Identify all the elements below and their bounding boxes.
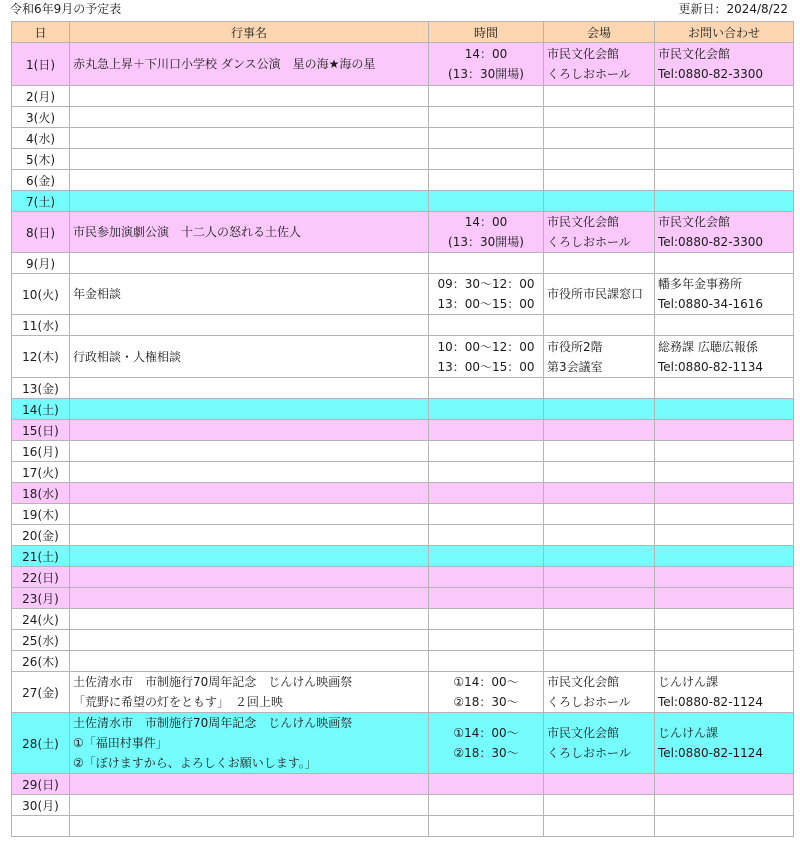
- venue-cell: [544, 462, 655, 483]
- event-cell: [70, 107, 429, 128]
- time-cell: [429, 441, 544, 462]
- contact-cell: [655, 630, 794, 651]
- time-cell: [429, 191, 544, 212]
- day-cell: 23(月): [12, 588, 70, 609]
- day-cell: 29(日): [12, 774, 70, 795]
- contact-cell: [655, 399, 794, 420]
- venue-cell: [544, 504, 655, 525]
- time-cell: [429, 378, 544, 399]
- venue-cell: [544, 274, 655, 315]
- venue-cell: [544, 107, 655, 128]
- contact-cell-line: Tel:0880-34-1616: [658, 297, 764, 311]
- event-cell: [70, 274, 429, 315]
- contact-cell: [655, 149, 794, 170]
- table-row: [12, 774, 794, 795]
- contact-cell: [655, 774, 794, 795]
- time-cell-line: 09：30～12：00: [437, 277, 535, 291]
- time-cell: [429, 567, 544, 588]
- day-cell: 6(金): [12, 170, 70, 191]
- table-row: [12, 504, 794, 525]
- event-cell-line: 土佐清水市 市制施行70周年記念 じんけん映画祭: [73, 675, 353, 689]
- time-cell: [429, 816, 544, 837]
- venue-cell: [544, 378, 655, 399]
- table-row: [12, 713, 794, 774]
- contact-cell: [655, 462, 794, 483]
- col-header-date: 日: [12, 22, 70, 43]
- time-cell-line: ①14：00～: [453, 675, 519, 689]
- contact-cell: [655, 609, 794, 630]
- time-cell: [429, 149, 544, 170]
- event-cell: [70, 609, 429, 630]
- time-cell-line: 13：00～15：00: [437, 359, 535, 374]
- contact-cell: [655, 378, 794, 399]
- venue-cell-line: 市民文化会館: [547, 215, 620, 229]
- day-cell: 5(木): [12, 149, 70, 170]
- venue-cell: [544, 567, 655, 588]
- day-cell: 30(月): [12, 795, 70, 816]
- day-cell: [12, 816, 70, 837]
- contact-cell: [655, 86, 794, 107]
- contact-cell-line: Tel:0880-82-1124: [658, 695, 764, 709]
- venue-cell: [544, 588, 655, 609]
- day-cell: 8(日): [12, 212, 70, 253]
- day-cell: 22(日): [12, 567, 70, 588]
- event-cell: [70, 483, 429, 504]
- venue-cell: [544, 253, 655, 274]
- event-cell-line: 赤丸急上昇＋下川口小学校 ダンス公演 星の海★海の星: [73, 57, 376, 71]
- venue-cell-line: 市民文化会館: [547, 726, 620, 740]
- event-cell: [70, 336, 429, 378]
- table-row: [12, 107, 794, 128]
- table-row: [12, 588, 794, 609]
- event-cell: [70, 43, 429, 86]
- time-cell: [429, 86, 544, 107]
- day-cell: 14(土): [12, 399, 70, 420]
- col-header-time: 時間: [429, 22, 544, 43]
- day-cell: 3(火): [12, 107, 70, 128]
- venue-cell: [544, 816, 655, 837]
- event-cell: [70, 378, 429, 399]
- day-cell: 9(月): [12, 253, 70, 274]
- event-cell: [70, 774, 429, 795]
- contact-cell-line: Tel:0880-82-3300: [658, 235, 764, 249]
- table-row: [12, 43, 794, 86]
- venue-cell: [544, 336, 655, 378]
- event-cell: [70, 315, 429, 336]
- time-cell: [429, 253, 544, 274]
- time-cell: [429, 483, 544, 504]
- table-row: [12, 546, 794, 567]
- venue-cell: [544, 315, 655, 336]
- contact-cell: [655, 274, 794, 315]
- time-cell-line: (13：30開場): [448, 235, 524, 249]
- col-header-contact: お問い合わせ: [655, 22, 794, 43]
- venue-cell: [544, 774, 655, 795]
- contact-cell: [655, 315, 794, 336]
- table-row: [12, 315, 794, 336]
- venue-cell-line: 市民文化会館: [547, 675, 620, 689]
- event-cell-line: ②「ぼけますから、よろしくお願いします。」: [73, 756, 317, 770]
- event-cell: [70, 149, 429, 170]
- time-cell-line: 14：00: [464, 47, 508, 61]
- contact-cell-line: Tel:0880-82-1124: [658, 746, 764, 760]
- venue-cell: [544, 672, 655, 713]
- table-row: [12, 672, 794, 713]
- table-row: [12, 191, 794, 212]
- contact-cell: [655, 43, 794, 86]
- venue-cell: [544, 713, 655, 774]
- contact-cell-line: 市民文化会館: [658, 215, 731, 229]
- table-row: [12, 567, 794, 588]
- time-cell: [429, 672, 544, 713]
- table-row: [12, 170, 794, 191]
- col-header-venue: 会場: [544, 22, 655, 43]
- table-row: [12, 462, 794, 483]
- event-cell: [70, 525, 429, 546]
- venue-cell-line: くろしおホール: [547, 67, 631, 81]
- venue-cell: [544, 483, 655, 504]
- table-row: [12, 378, 794, 399]
- time-cell: [429, 43, 544, 86]
- contact-cell-line: じんけん課: [658, 675, 719, 689]
- contact-cell-line: 幡多年金事務所: [658, 277, 743, 291]
- event-cell: [70, 713, 429, 774]
- contact-cell-line: じんけん課: [658, 726, 719, 740]
- time-cell: [429, 274, 544, 315]
- event-cell-line: 「荒野に希望の灯をともす」 ２回上映: [73, 695, 284, 709]
- event-cell: [70, 546, 429, 567]
- day-cell: 13(金): [12, 378, 70, 399]
- event-cell: [70, 170, 429, 191]
- time-cell-line: 10：00～12：00: [437, 339, 535, 354]
- contact-cell: [655, 420, 794, 441]
- header-row: [12, 22, 794, 43]
- event-cell: [70, 441, 429, 462]
- contact-cell: [655, 672, 794, 713]
- table-row: [12, 253, 794, 274]
- venue-cell: [544, 795, 655, 816]
- venue-cell: [544, 441, 655, 462]
- event-cell: [70, 128, 429, 149]
- venue-cell: [544, 86, 655, 107]
- venue-cell: [544, 149, 655, 170]
- page-title: 令和6年9月の予定表: [10, 2, 122, 16]
- event-cell-line: 年金相談: [73, 287, 122, 301]
- time-cell: [429, 399, 544, 420]
- time-cell-line: ②18：30～: [453, 695, 519, 709]
- time-cell: [429, 170, 544, 191]
- contact-cell: [655, 588, 794, 609]
- event-cell-line: 市民参加演劇公演 十二人の怒れる土佐人: [73, 225, 302, 239]
- time-cell: [429, 128, 544, 149]
- contact-cell: [655, 253, 794, 274]
- update-date: 更新日：2024/8/22: [678, 2, 788, 16]
- venue-cell-line: 市民文化会館: [547, 47, 620, 61]
- contact-cell: [655, 795, 794, 816]
- time-cell: [429, 630, 544, 651]
- time-cell-line: 13：00～15：00: [437, 297, 535, 311]
- day-cell: 24(火): [12, 609, 70, 630]
- venue-cell: [544, 525, 655, 546]
- contact-cell: [655, 107, 794, 128]
- venue-cell: [544, 128, 655, 149]
- time-cell-line: (13：30開場): [448, 67, 524, 81]
- table-row: [12, 816, 794, 837]
- time-cell: [429, 651, 544, 672]
- event-cell: [70, 795, 429, 816]
- venue-cell: [544, 609, 655, 630]
- venue-cell: [544, 546, 655, 567]
- venue-cell: [544, 420, 655, 441]
- contact-cell: [655, 504, 794, 525]
- day-cell: 21(土): [12, 546, 70, 567]
- table-row: [12, 420, 794, 441]
- time-cell: [429, 420, 544, 441]
- day-cell: 25(水): [12, 630, 70, 651]
- day-cell: 27(金): [12, 672, 70, 713]
- venue-cell: [544, 630, 655, 651]
- day-cell: 28(土): [12, 713, 70, 774]
- time-cell: [429, 336, 544, 378]
- time-cell: [429, 588, 544, 609]
- table-row: [12, 651, 794, 672]
- time-cell: [429, 107, 544, 128]
- event-cell: [70, 630, 429, 651]
- day-cell: 26(木): [12, 651, 70, 672]
- contact-cell: [655, 336, 794, 378]
- time-cell-line: ②18：30～: [453, 746, 519, 760]
- table-row: [12, 630, 794, 651]
- venue-cell-line: 第3会議室: [547, 359, 603, 374]
- table-row: [12, 86, 794, 107]
- venue-cell-line: 市役所2階: [547, 339, 603, 354]
- time-cell: [429, 315, 544, 336]
- event-cell-line: ①「福田村事件」: [73, 736, 168, 750]
- day-cell: 12(木): [12, 336, 70, 378]
- event-cell: [70, 191, 429, 212]
- event-cell: [70, 462, 429, 483]
- time-cell: [429, 212, 544, 253]
- day-cell: 2(月): [12, 86, 70, 107]
- day-cell: 18(水): [12, 483, 70, 504]
- table-row: [12, 212, 794, 253]
- day-cell: 10(火): [12, 274, 70, 315]
- event-cell: [70, 86, 429, 107]
- table-row: [12, 483, 794, 504]
- contact-cell: [655, 525, 794, 546]
- contact-cell-line: 総務課 広聴広報係: [658, 339, 758, 354]
- venue-cell: [544, 399, 655, 420]
- venue-cell: [544, 43, 655, 86]
- event-cell-line: 土佐清水市 市制施行70周年記念 じんけん映画祭: [73, 716, 353, 730]
- table-row: [12, 128, 794, 149]
- contact-cell: [655, 713, 794, 774]
- day-cell: 15(日): [12, 420, 70, 441]
- venue-cell: [544, 170, 655, 191]
- contact-cell: [655, 441, 794, 462]
- event-cell: [70, 816, 429, 837]
- contact-cell: [655, 483, 794, 504]
- time-cell: [429, 462, 544, 483]
- event-cell: [70, 588, 429, 609]
- event-cell: [70, 212, 429, 253]
- day-cell: 17(火): [12, 462, 70, 483]
- day-cell: 16(月): [12, 441, 70, 462]
- table-row: [12, 274, 794, 315]
- contact-cell: [655, 651, 794, 672]
- contact-cell: [655, 212, 794, 253]
- event-cell: [70, 567, 429, 588]
- contact-cell: [655, 191, 794, 212]
- event-cell-line: 行政相談・人権相談: [73, 349, 182, 364]
- time-cell: [429, 546, 544, 567]
- contact-cell: [655, 567, 794, 588]
- table-row: [12, 441, 794, 462]
- time-cell-line: ①14：00～: [453, 726, 519, 740]
- event-cell: [70, 420, 429, 441]
- venue-cell: [544, 212, 655, 253]
- table-row: [12, 399, 794, 420]
- contact-cell: [655, 170, 794, 191]
- time-cell: [429, 795, 544, 816]
- day-cell: 4(水): [12, 128, 70, 149]
- contact-cell: [655, 128, 794, 149]
- contact-cell: [655, 816, 794, 837]
- contact-cell-line: Tel:0880-82-3300: [658, 67, 764, 81]
- day-cell: 7(土): [12, 191, 70, 212]
- venue-cell-line: くろしおホール: [547, 235, 631, 249]
- venue-cell-line: くろしおホール: [547, 746, 631, 760]
- venue-cell: [544, 191, 655, 212]
- day-cell: 11(水): [12, 315, 70, 336]
- table-row: [12, 336, 794, 378]
- event-cell: [70, 504, 429, 525]
- table-row: [12, 609, 794, 630]
- table-row: [12, 149, 794, 170]
- contact-cell-line: Tel:0880-82-1134: [658, 359, 764, 374]
- time-cell: [429, 525, 544, 546]
- venue-cell-line: くろしおホール: [547, 695, 631, 709]
- contact-cell: [655, 546, 794, 567]
- event-cell: [70, 672, 429, 713]
- time-cell-line: 14：00: [464, 215, 508, 229]
- time-cell: [429, 504, 544, 525]
- day-cell: 19(木): [12, 504, 70, 525]
- col-header-event: 行事名: [70, 22, 429, 43]
- event-cell: [70, 399, 429, 420]
- schedule-table: [11, 21, 794, 837]
- table-row: [12, 795, 794, 816]
- time-cell: [429, 774, 544, 795]
- day-cell: 20(金): [12, 525, 70, 546]
- contact-cell-line: 市民文化会館: [658, 47, 731, 61]
- time-cell: [429, 713, 544, 774]
- venue-cell: [544, 651, 655, 672]
- table-row: [12, 525, 794, 546]
- event-cell: [70, 253, 429, 274]
- venue-cell-line: 市役所市民課窓口: [547, 287, 644, 301]
- day-cell: 1(日): [12, 43, 70, 86]
- event-cell: [70, 651, 429, 672]
- time-cell: [429, 609, 544, 630]
